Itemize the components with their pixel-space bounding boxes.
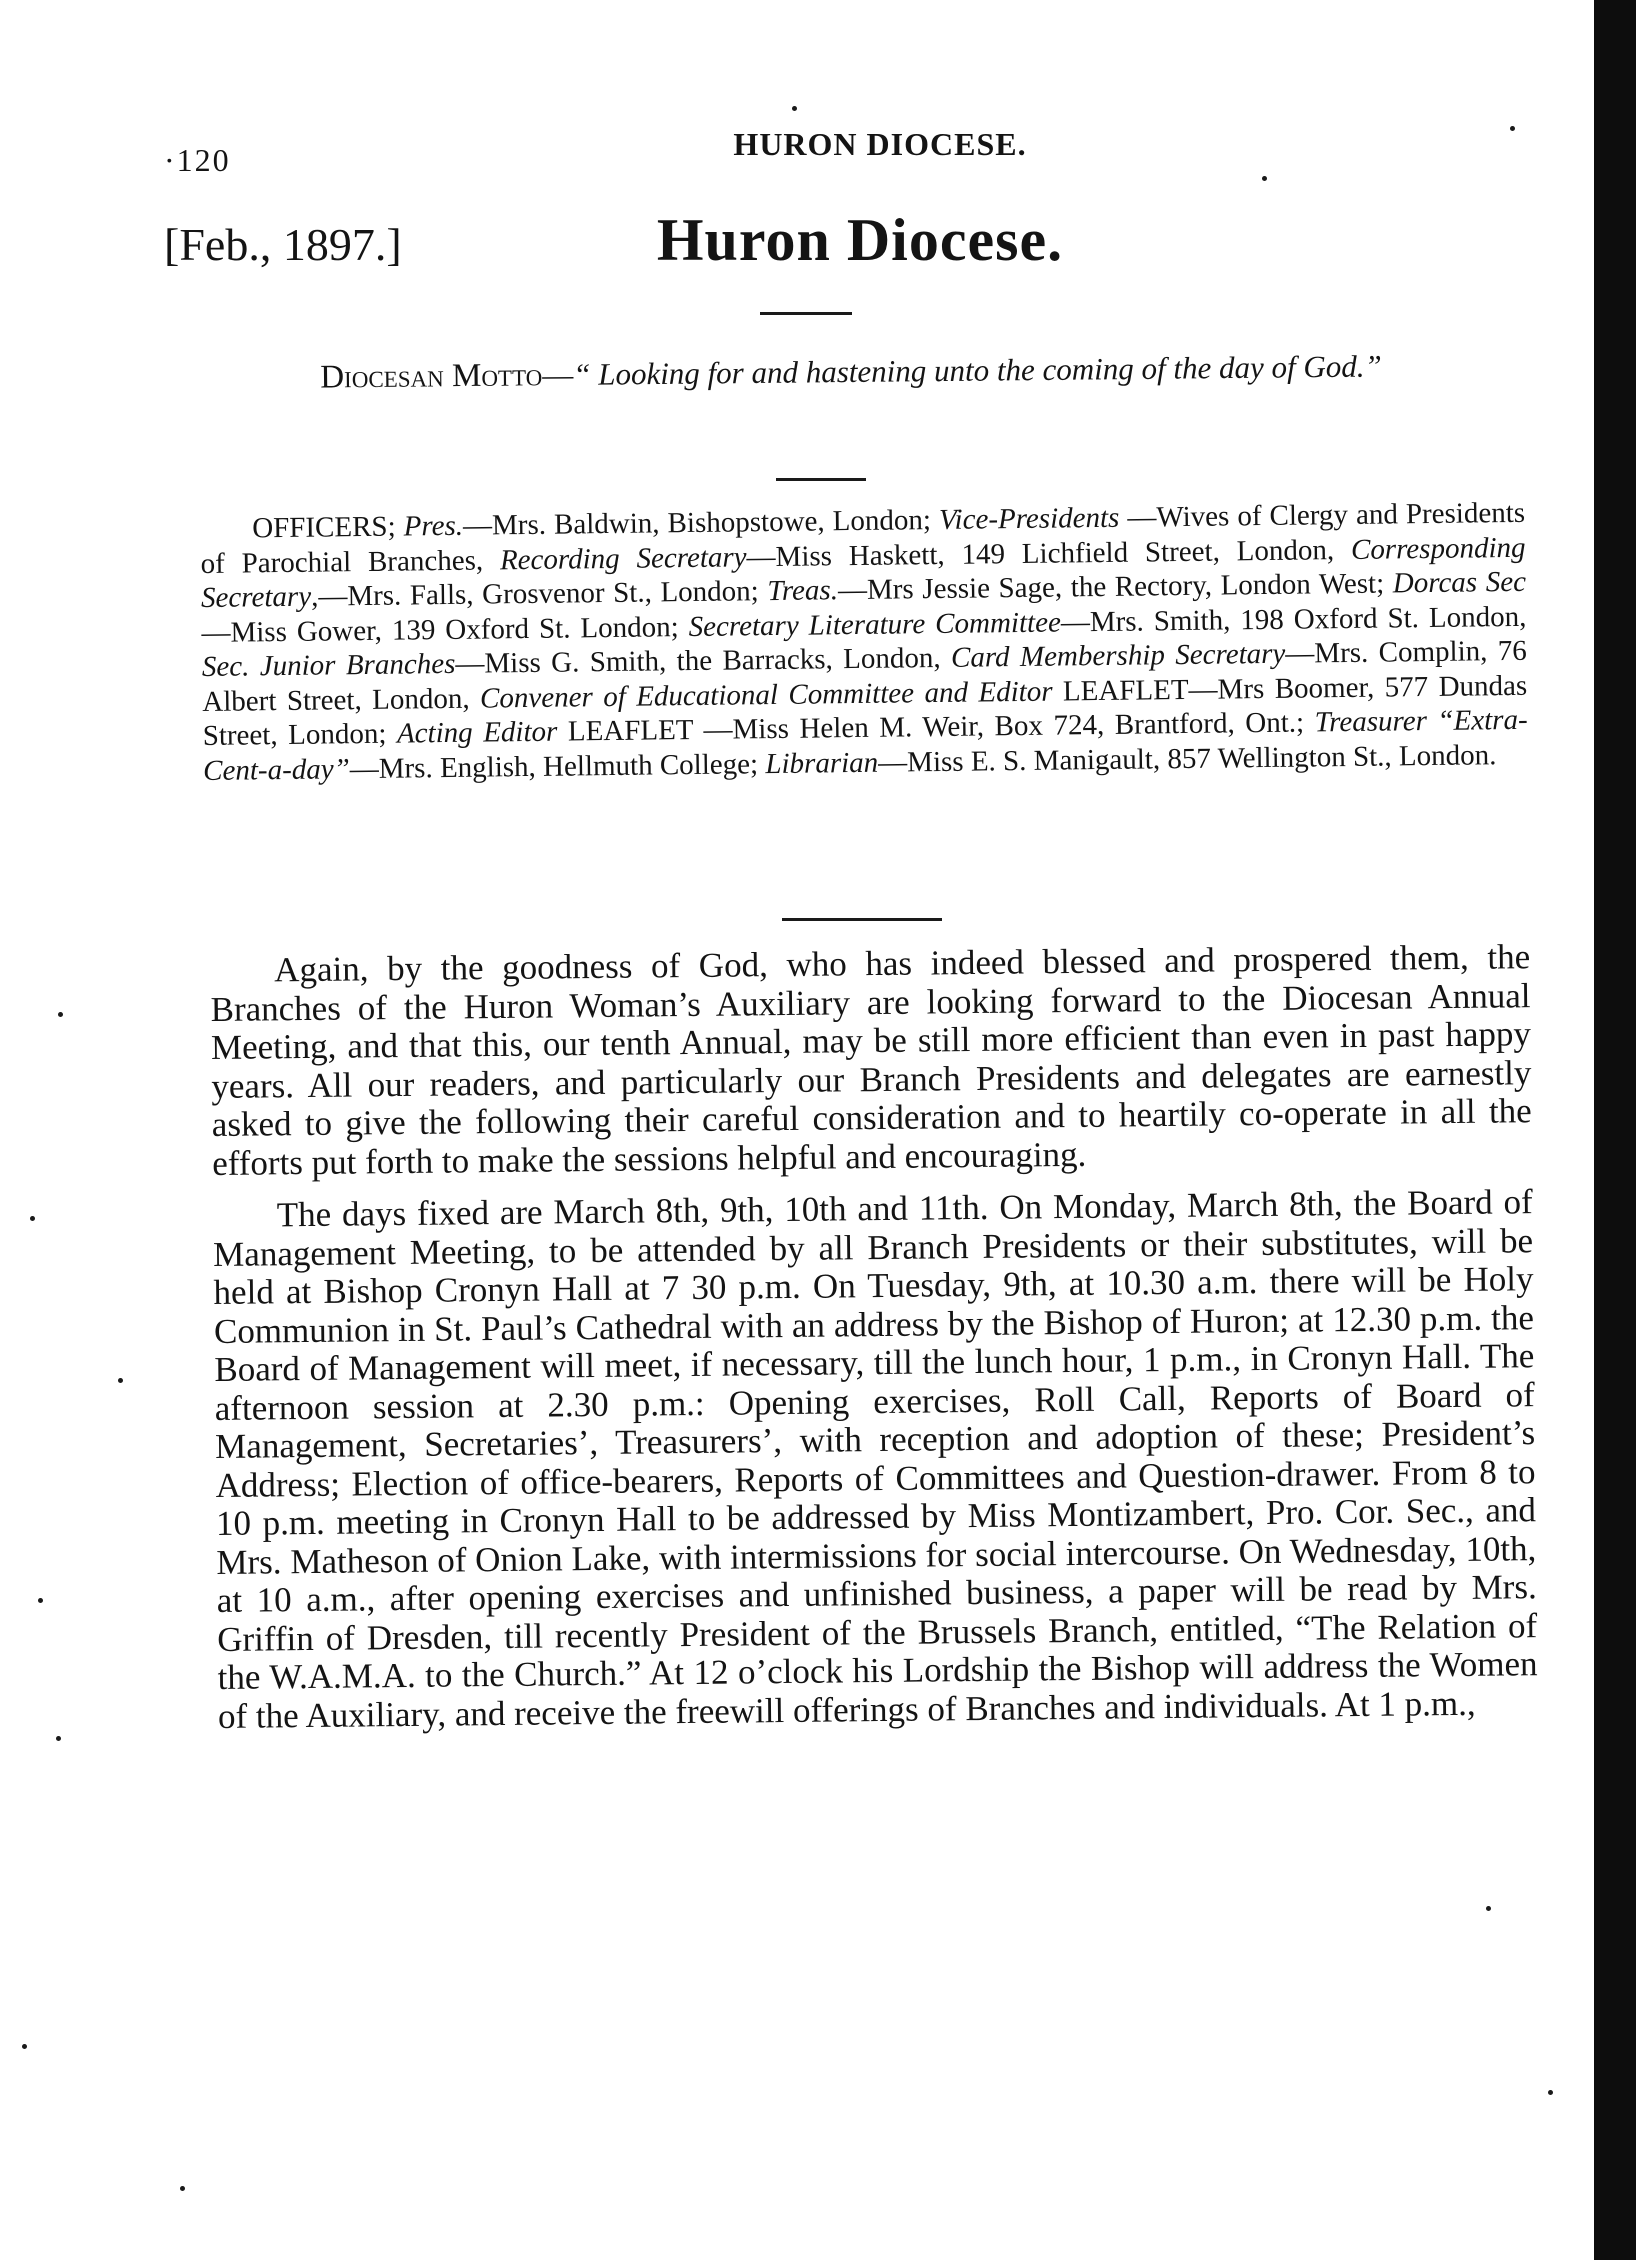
officer-title: Convener of Educational Committee and Editor — [479, 675, 1053, 715]
officer-title: Recording Secretary — [499, 540, 747, 576]
scan-edge-shadow — [1594, 0, 1636, 2260]
page-number: ·120 — [164, 142, 231, 178]
issue-date: [Feb., 1897.] — [164, 219, 402, 270]
officers-fragment: —Mrs. Baldwin, Bishopstowe, London; — [462, 503, 940, 542]
motto-text: “ Looking for and hastening unto the coming of the day of God.” — [573, 348, 1382, 392]
officer-title: Treasurer “Extra-Cent-a-day” — [202, 703, 1528, 787]
officer-title: Sec. Junior Branches — [201, 647, 456, 683]
officer-title: Acting Editor — [396, 715, 558, 750]
officers-fragment: —Miss Gower, 139 Oxford St. London; — [201, 610, 689, 649]
officers-fragment: —Wives of Clergy and Presidents of Parochial Branches, — [200, 496, 1526, 580]
title-divider — [760, 312, 852, 315]
officer-title: Librarian — [765, 746, 879, 780]
scan-speck — [1510, 126, 1515, 131]
diocesan-motto: Diocesan Motto—“ Looking for and hastening unto the coming of the day of God.” — [320, 348, 1382, 396]
officer-title: Dorcas Sec — [1392, 565, 1527, 600]
officer-title: Pres. — [403, 509, 464, 543]
officers-fragment: —Mrs. Complin, 76 Albert Street, London, — [202, 634, 1527, 718]
officers-fragment: —Mrs. Smith, 198 Oxford St. London, — [1060, 600, 1527, 638]
officers-fragment: —Mrs. English, Hellmuth College; — [349, 747, 766, 785]
officer-title: Card Membership Secretary — [950, 637, 1286, 674]
scan-speck — [792, 106, 797, 111]
scan-speck — [118, 1378, 123, 1383]
scan-speck — [56, 1736, 61, 1741]
scan-speck — [1486, 1906, 1491, 1911]
section-title: Huron Diocese. — [656, 207, 1064, 273]
officer-title: Secretary Literature Committee — [688, 605, 1062, 643]
running-head: HURON DIOCESE. — [733, 126, 1027, 162]
officers-fragment: —Mrs Jessie Sage, the Rectory, London West; — [837, 567, 1394, 607]
officers-fragment: —Miss Haskett, 149 Lichfield Street, London, — [746, 533, 1352, 573]
scan-speck — [180, 2186, 185, 2191]
article-paragraph: Again, by the goodness of God, who has indeed blessed and prospered them, the Branches of the Huron Woman’s Auxiliary are looking forward to the Diocesan Annual Meeting, and that this, our tenth Annual, may be still more efficient than even in past happy years. All our readers, and particularly our Branch Presidents and delegates are earnestly asked to give the following their careful consideration and to heartily co-operate in all the efforts put forth to make the sessions helpful and encouraging. — [210, 937, 1532, 1183]
scan-speck — [38, 1598, 43, 1603]
motto-label: Diocesan Motto — [320, 357, 543, 396]
scan-speck — [1262, 176, 1267, 181]
officer-title: Treas. — [767, 574, 839, 608]
article-body — [210, 938, 1538, 1736]
scan-speck — [1548, 2090, 1553, 2095]
officers-fragment: ,—Mrs. Falls, Grosvenor St., London; — [310, 575, 768, 613]
officers-fragment: —Miss G. Smith, the Barracks, London, — [455, 641, 952, 680]
motto-divider — [776, 478, 866, 481]
officers-list — [200, 496, 1528, 788]
officers-divider — [782, 918, 942, 921]
officers-fragment: LEAFLET—Mrs Boomer, 577 Dundas Street, London; — [202, 669, 1528, 752]
officer-title: Corresponding Secretary — [200, 531, 1526, 614]
article-paragraph: The days fixed are March 8th, 9th, 10th and 11th. On Monday, March 8th, the Board of Management Meeting, to be attended by all Branch Presidents or their substitutes, will be held at Bishop Cronyn Hall at 7 30 p.m. On Tuesday, 9th, at 10.30 a.m. there will be Holy Communion in St. Paul’s Cathedral with an address by the Bishop of Huron; at 12.30 p.m. the Board of Management will meet, if necessary, till the lunch hour, 1 p.m., in Cronyn Hall. The afternoon session at 2.30 p.m.: Opening exercises, Roll Call, Reports of Board of Management, Secretaries’, Treasurers’, with reception and adoption of these; President’s Address; Election of office-bearers, Reports of Committees and Question-drawer. From 8 to 10 p.m. meeting in Cronyn Hall to be addressed by Miss Montizambert, Pro. Cor. Sec., and Mrs. Matheson of Onion Lake, with intermissions for social intercourse. On Wednesday, 10th, at 10 a.m., after opening exercises and unfinished business, a paper will be read by Mrs. Griffin of Dresden, till recently President of the Brussels Branch, entitled, “The Relation of the W.A.M.A. to the Church.” At 12 o’clock his Lordship the Bishop will address the Women of the Auxiliary, and receive the freewill offerings of Branches and individuals. At 1 p.m., — [212, 1182, 1538, 1736]
scan-speck — [30, 1216, 35, 1221]
officer-title: Vice-Presidents — [938, 501, 1120, 536]
officers-fragment: OFFICERS; — [252, 510, 404, 545]
officers-fragment: LEAFLET —Miss Helen M. Weir, Box 724, Brantford, Ont.; — [557, 706, 1315, 748]
officers-fragment: —Miss E. S. Manigault, 857 Wellington St., London. — [877, 738, 1497, 779]
scan-speck — [22, 2044, 27, 2049]
scan-speck — [58, 1012, 63, 1017]
